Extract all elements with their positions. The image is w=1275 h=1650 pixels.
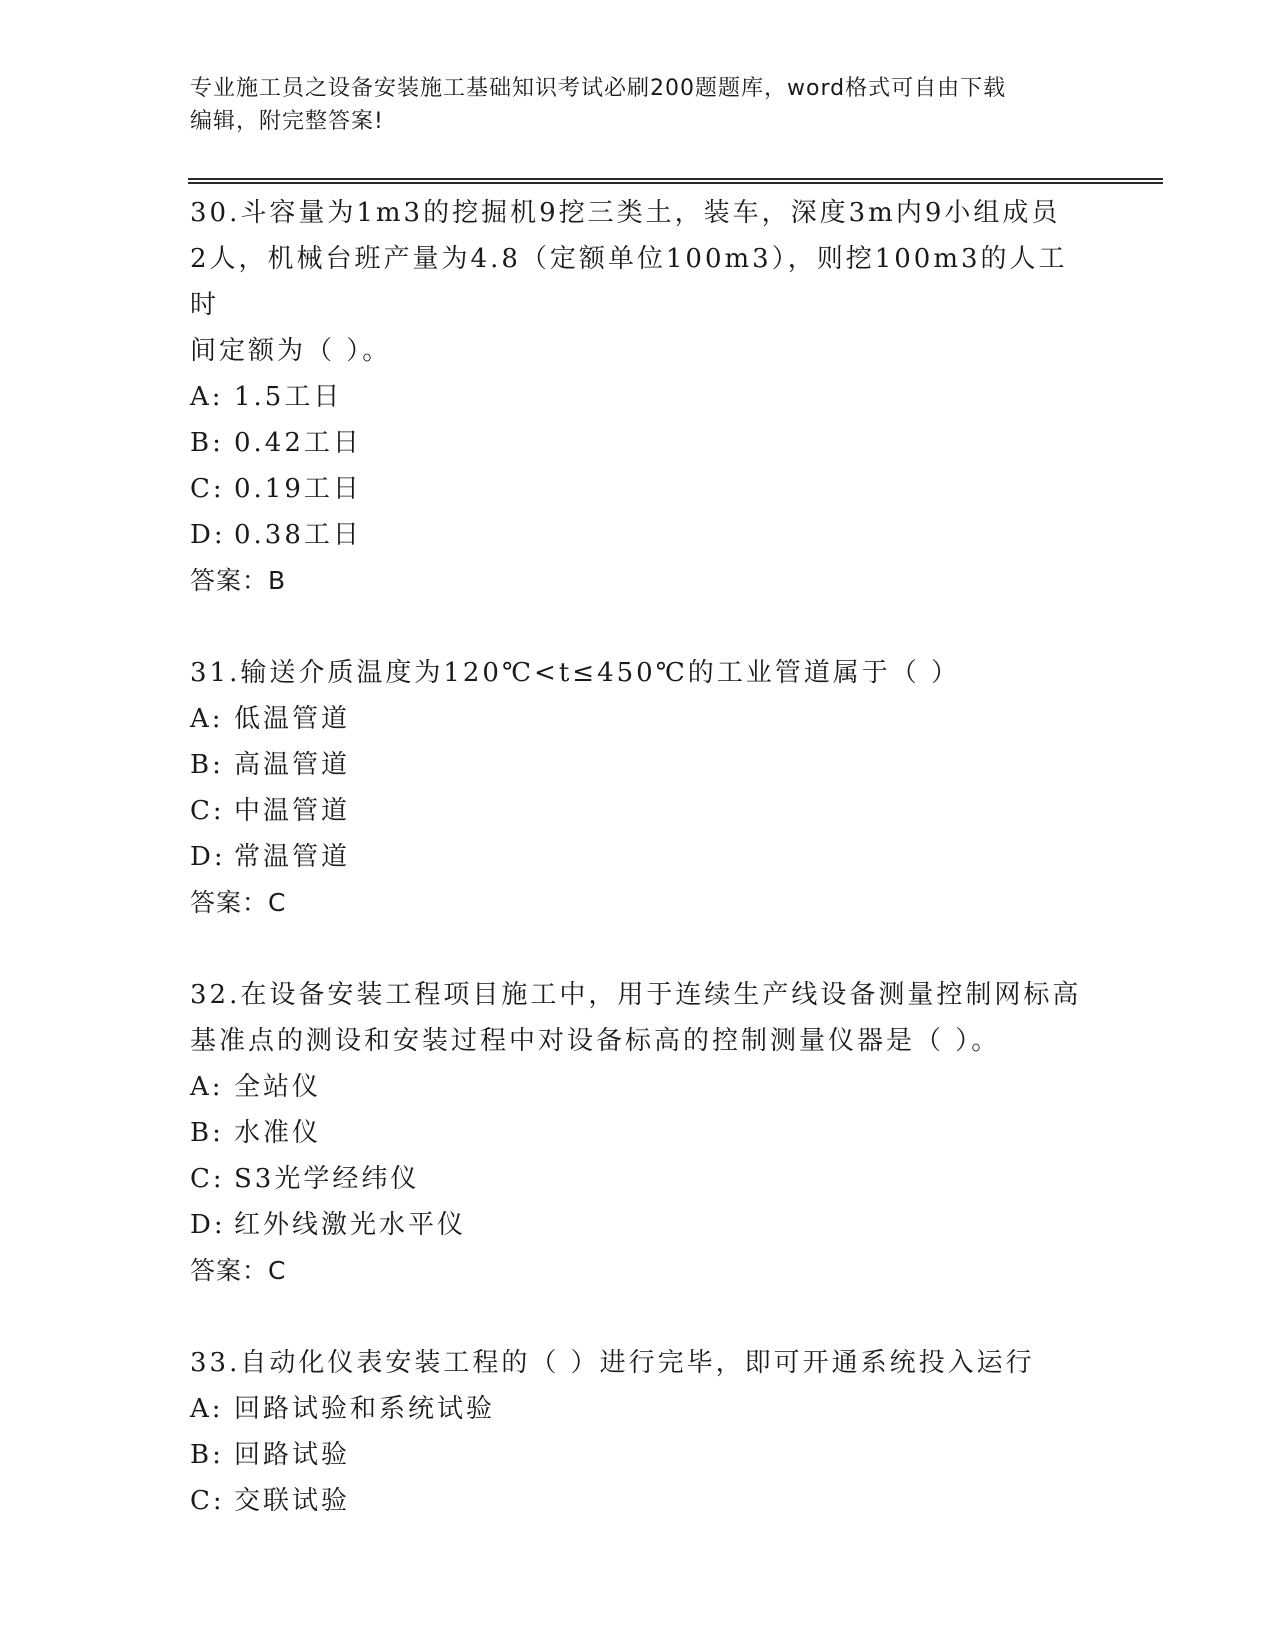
option-text: 0.42工日 <box>234 428 362 458</box>
option-c <box>190 1156 1090 1202</box>
question-text-line: 30.斗容量为1m3的挖掘机9挖三类土，装车，深度3m内9小组成员 <box>190 198 1061 228</box>
option-text: 回路试验 <box>234 1440 351 1470</box>
option-label: A: <box>190 1072 224 1102</box>
option-c <box>190 788 1090 834</box>
option-c <box>190 466 1090 512</box>
question-31 <box>190 650 1090 926</box>
question-text <box>190 650 1090 696</box>
option-label: B: <box>190 750 224 780</box>
document-header <box>190 72 1090 138</box>
question-list <box>190 190 1090 1570</box>
option-label: A: <box>190 1394 224 1424</box>
option-text: 0.38工日 <box>234 520 362 550</box>
question-text <box>190 190 1090 374</box>
option-text: 红外线激光水平仪 <box>234 1210 467 1240</box>
option-b <box>190 1110 1090 1156</box>
option-label: B: <box>190 1440 224 1470</box>
header-divider <box>188 178 1163 184</box>
option-d <box>190 1202 1090 1248</box>
option-d <box>190 834 1090 880</box>
option-a <box>190 1386 1090 1432</box>
question-text-line: 间定额为（ ）。 <box>190 336 392 366</box>
option-label: D: <box>190 1210 226 1240</box>
option-label: C: <box>190 1486 225 1516</box>
question-text <box>190 1340 1090 1386</box>
option-label: D: <box>190 842 226 872</box>
option-c <box>190 1478 1090 1524</box>
option-text: 中温管道 <box>234 796 351 826</box>
question-33 <box>190 1340 1090 1524</box>
option-label: B: <box>190 1118 224 1148</box>
option-label: C: <box>190 474 225 504</box>
option-text: 全站仪 <box>234 1072 322 1102</box>
option-label: D: <box>190 520 226 550</box>
option-text: 交联试验 <box>234 1486 351 1516</box>
answer-line: 答案：C <box>190 888 287 917</box>
option-a <box>190 696 1090 742</box>
option-b <box>190 742 1090 788</box>
question-30 <box>190 190 1090 604</box>
option-d <box>190 512 1090 558</box>
option-text: 高温管道 <box>234 750 351 780</box>
answer-line: 答案：B <box>190 566 287 595</box>
question-text-line: 基准点的测设和安装过程中对设备标高的控制测量仪器是（ ）。 <box>190 1026 1001 1056</box>
option-text: 常温管道 <box>234 842 351 872</box>
option-text: 水准仪 <box>234 1118 322 1148</box>
option-label: C: <box>190 796 225 826</box>
header-line-1: 专业施工员之设备安装施工基础知识考试必刷200题题库，word格式可自由下载 <box>190 76 1007 101</box>
option-label: A: <box>190 704 224 734</box>
option-a <box>190 374 1090 420</box>
option-text: 低温管道 <box>234 704 351 734</box>
question-text-line: 32.在设备安装工程项目施工中，用于连续生产线设备测量控制网标高 <box>190 980 1082 1010</box>
option-a <box>190 1064 1090 1110</box>
question-text <box>190 972 1090 1064</box>
option-b <box>190 1432 1090 1478</box>
question-text-line: 2人，机械台班产量为4.8（定额单位100m3），则挖100m3的人工时 <box>190 244 1068 320</box>
option-label: A: <box>190 382 224 412</box>
question-text-line: 33.自动化仪表安装工程的（ ）进行完毕，即可开通系统投入运行 <box>190 1348 1035 1378</box>
option-text: S3光学经纬仪 <box>234 1164 420 1194</box>
option-label: B: <box>190 428 224 458</box>
answer-line: 答案：C <box>190 1256 287 1285</box>
option-text: 1.5工日 <box>234 382 343 412</box>
question-text-line: 31.输送介质温度为120℃<t≤450℃的工业管道属于（ ） <box>190 658 961 688</box>
header-line-2: 编辑，附完整答案! <box>190 109 384 134</box>
option-text: 0.19工日 <box>234 474 362 504</box>
question-32 <box>190 972 1090 1294</box>
option-text: 回路试验和系统试验 <box>234 1394 496 1424</box>
option-b <box>190 420 1090 466</box>
option-label: C: <box>190 1164 225 1194</box>
